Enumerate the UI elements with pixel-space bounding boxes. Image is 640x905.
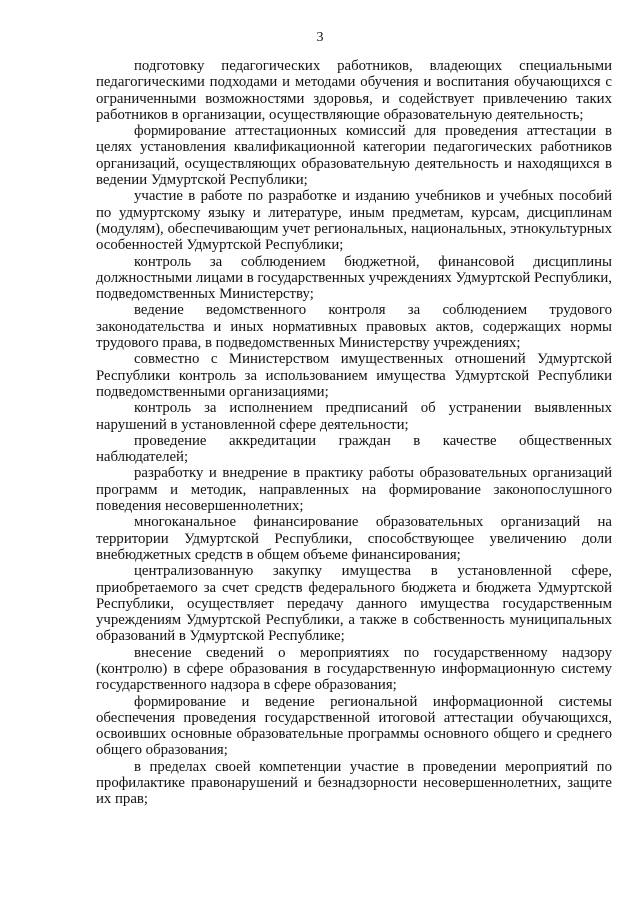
paragraph: контроль за соблюдением бюджетной, финансовой дисциплины должностными лицами в государственных учреждениях Удмуртской Республики, подведомственных Министерству; bbox=[96, 253, 612, 303]
paragraph: разработку и внедрение в практику работы образовательных организаций программ и методик, направленных на формирование законопослушного поведения несовершеннолетних; bbox=[96, 465, 612, 515]
paragraph: многоканальное финансирование образовательных организаций на территории Удмуртской Республики, способствующее увеличению доли внебюджетных средств в общем объеме финансирования; bbox=[96, 514, 612, 563]
paragraph: участие в работе по разработке и изданию учебников и учебных пособий по удмуртскому языку и литературе, иным предметам, курсам, дисциплинам (модулям), обеспечивающим учет региональных, национальных, этнокультурных особенностей Удмуртской Республики; bbox=[96, 188, 612, 254]
paragraph: ведение ведомственного контроля за соблюдением трудового законодательства и иных нормативных правовых актов, содержащих нормы трудового права, в подведомственных Министерству учреждениях; bbox=[96, 302, 612, 352]
paragraph: подготовку педагогических работников, владеющих специальными педагогическими подходами и методами обучения и воспитания обучающихся с ограниченными возможностями здоровья, и содействует привлечению таких работников в организации, осуществляющие образовательную деятельность; bbox=[96, 58, 612, 123]
paragraph: в пределах своей компетенции участие в проведении мероприятий по профилактике правонарушений и безнадзорности несовершеннолетних, защите их прав; bbox=[96, 758, 612, 808]
document-body bbox=[96, 58, 612, 808]
paragraph: проведение аккредитации граждан в качестве общественных наблюдателей; bbox=[96, 432, 612, 466]
page-number: 3 bbox=[316, 30, 324, 45]
paragraph: централизованную закупку имущества в установленной сфере, приобретаемого за счет средств федерального бюджета и бюджета Удмуртской Республики, осуществляет передачу данного имущества государственным учреждениям Удмуртской Республики, а также в собственность муниципальных образований в Удмуртской Республике; bbox=[96, 563, 612, 645]
paragraph: формирование аттестационных комиссий для проведения аттестации в целях установления квалификационной категории педагогических работников организаций, осуществляющих образовательную деятельность и находящихся в ведении Удмуртской Республики; bbox=[96, 123, 612, 189]
paragraph: контроль за исполнением предписаний об устранении выявленных нарушений в установленной сфере деятельности; bbox=[96, 400, 612, 433]
paragraph: совместно с Министерством имущественных отношений Удмуртской Республики контроль за использованием имущества Удмуртской Республики подведомственными организациями; bbox=[96, 351, 612, 400]
paragraph: формирование и ведение региональной информационной системы обеспечения проведения государственной итоговой аттестации обучающихся, освоивших основные образовательные программы основного общего и среднего общего образования; bbox=[96, 693, 612, 759]
paragraph: внесение сведений о мероприятиях по государственному надзору (контролю) в сфере образования в государственную информационную систему государственного надзора в сфере образования; bbox=[96, 644, 612, 694]
